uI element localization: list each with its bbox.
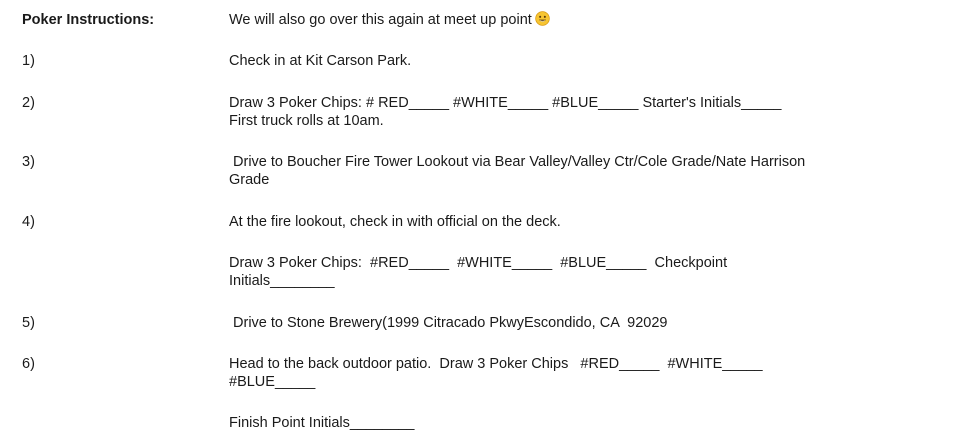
step-line: At the fire lookout, check in with official on the deck. — [229, 214, 561, 230]
step-line: Check in at Kit Carson Park. — [229, 53, 412, 69]
header-text: We will also go over this again at meet up point — [229, 12, 532, 28]
step-content — [229, 94, 944, 130]
header-label: Poker Instructions: — [22, 12, 155, 28]
step-line: Drive to Boucher Fire Tower Lookout via Bear Valley/Valley Ctr/Cole Grade/Nate Harrison — [229, 154, 806, 170]
step-content — [229, 52, 944, 70]
step-line: First truck rolls at 10am. — [229, 113, 384, 129]
step-content — [229, 153, 944, 189]
step-content — [229, 414, 944, 432]
step-line: #BLUE_____ — [229, 374, 316, 390]
step-line: Head to the back outdoor patio. Draw 3 Poker Chips #RED_____ #WHITE_____ — [229, 356, 763, 372]
step-content — [229, 213, 944, 231]
step-line: Finish Point Initials________ — [229, 415, 415, 431]
step-content — [229, 314, 944, 332]
step-content — [229, 355, 944, 391]
step-content — [229, 254, 944, 290]
header-text-container — [229, 11, 944, 29]
step-line: Draw 3 Poker Chips: #RED_____ #WHITE_____ #BLUE_____ Checkpoint — [229, 255, 728, 271]
step-number: 2) — [22, 95, 35, 111]
step-line: Drive to Stone Brewery(1999 Citracado PkwyEscondido, CA 92029 — [229, 315, 668, 331]
step-number: 6) — [22, 356, 35, 372]
step-number: 4) — [22, 214, 35, 230]
step-line: Draw 3 Poker Chips: # RED_____ #WHITE_____ #BLUE_____ Starter's Initials_____ — [229, 95, 782, 111]
step-number: 5) — [22, 315, 35, 331]
step-line: Grade — [229, 172, 270, 188]
step-line: Initials________ — [229, 273, 335, 289]
smiley-face-icon — [535, 11, 550, 26]
step-number: 1) — [22, 53, 35, 69]
step-number: 3) — [22, 154, 35, 170]
